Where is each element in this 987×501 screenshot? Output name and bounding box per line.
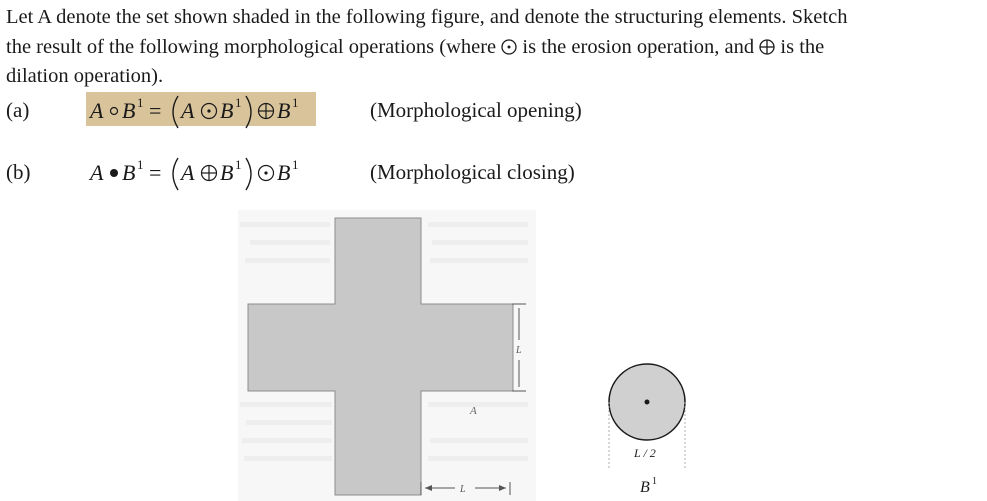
structuring-element-superscript: 1	[652, 476, 657, 487]
formula-a-set: A	[90, 98, 104, 123]
formula-b-superscript: 1	[137, 157, 144, 172]
formula-b-equals: =	[149, 160, 162, 185]
width-dimension-label: L	[460, 484, 466, 495]
formula-b-set: A	[90, 160, 104, 185]
structuring-element-name: B	[640, 479, 650, 496]
diameter-label: L / 2	[634, 446, 656, 460]
formula-b-inner-element: B	[220, 160, 234, 185]
formula-b-outer-superscript: 1	[292, 157, 299, 172]
formula-b-element: B	[122, 160, 136, 185]
problem-line-3: dilation operation).	[6, 65, 164, 87]
formula-a-inner-set: A	[181, 98, 195, 123]
equation-a-caption: (Morphological opening)	[370, 98, 582, 122]
disk-center-point	[645, 400, 650, 405]
formula-b-inner-superscript: 1	[235, 157, 242, 172]
formula-a-outer-element: B	[277, 98, 291, 123]
set-a-label: A	[470, 405, 477, 417]
problem-line-2-middle: is the erosion operation, and	[517, 35, 760, 58]
formula-a-element: B	[122, 98, 136, 123]
equation-b-caption: (Morphological closing)	[370, 160, 575, 184]
equation-a-label: (a)	[6, 98, 30, 122]
problem-line-2-end: is the	[775, 35, 825, 58]
formula-a-inner-superscript: 1	[235, 95, 242, 110]
height-dimension-label: L	[516, 345, 522, 356]
formula-b-outer-element: B	[277, 160, 291, 185]
formula-a-equals: =	[149, 98, 162, 123]
equation-b-label: (b)	[6, 160, 31, 184]
formula-b-inner-set: A	[181, 160, 195, 185]
formula-a-superscript: 1	[137, 95, 144, 110]
problem-line-1: Let A denote the set shown shaded in the following figure, and denote the structuring elements. Sketch	[6, 6, 848, 28]
problem-line-2-start: the result of the following morphological operations (where	[6, 35, 502, 58]
formula-a-outer-superscript: 1	[292, 95, 299, 110]
formula-a-inner-element: B	[220, 98, 234, 123]
